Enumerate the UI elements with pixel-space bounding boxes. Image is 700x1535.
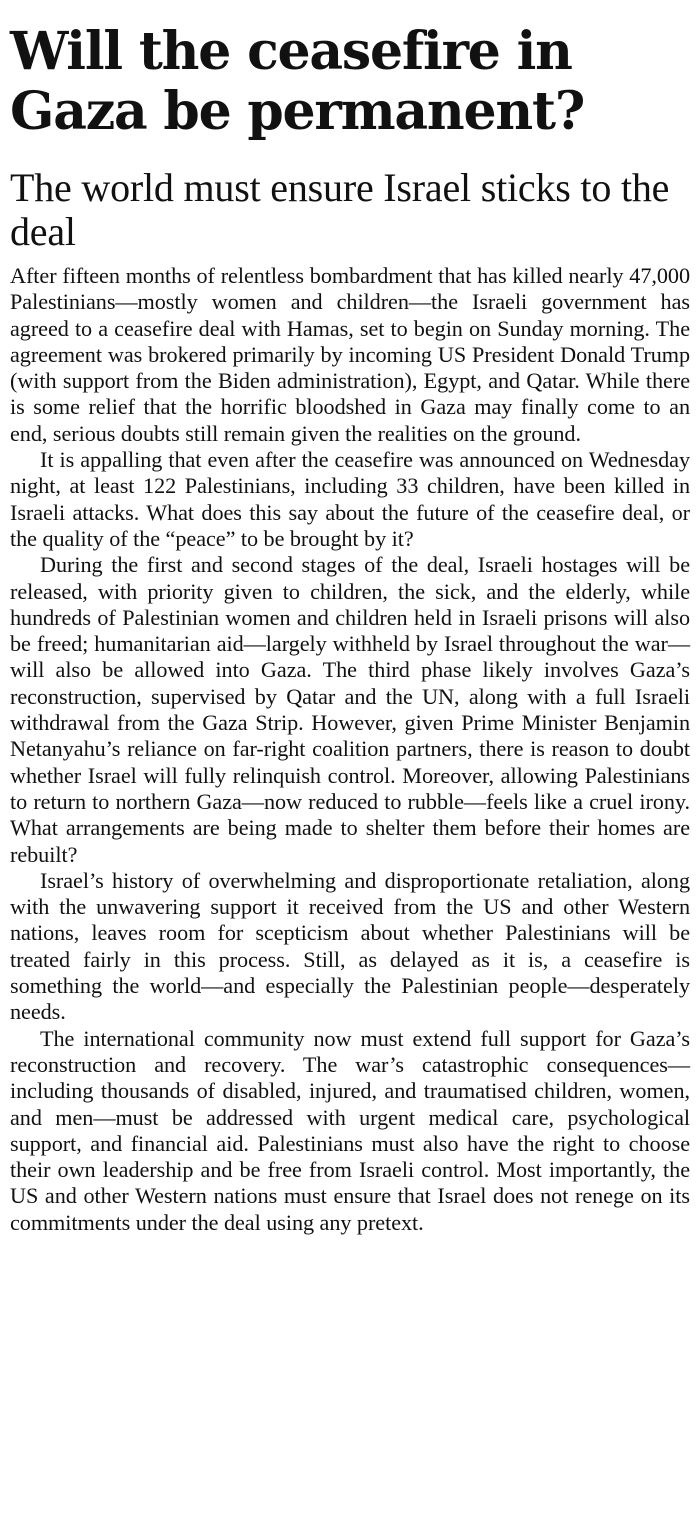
paragraph: Israel’s history of overwhelming and disproportionate retaliation, along with the unwavering support it received from the US and other Western nations, leaves room for scepticism about whether Palestinians will be treated fairly in this process. Still, as delayed as it is, a ceasefire is something the world—and especially the Palestinian people—desperately needs.: [10, 867, 690, 1025]
paragraph: It is appalling that even after the ceasefire was announced on Wednesday night, at least 122 Palestinians, including 33 children, have been killed in Israeli attacks. What does this say about the future of the ceasefire deal, or the quality of the “peace” to be brought by it?: [10, 447, 690, 551]
paragraph: During the first and second stages of the deal, Israeli hostages will be released, with priority given to children, the sick, and the elderly, while hundreds of Palestinian women and children held in Israeli prisons will also be freed; humanitarian aid—largely withheld by Israel throughout the war—will also be allowed into Gaza. The third phase likely involves Gaza’s reconstruction, supervised by Qatar and the UN, along with a full Israeli withdrawal from the Gaza Strip. However, given Prime Minister Benjamin Netanyahu’s reliance on far-right coalition partners, there is reason to doubt whether Israel will fully relinquish control. Moreover, allowing Palestinians to return to northern Gaza—now reduced to rubble—feels like a cruel irony. What arrangements are being made to shelter them before their homes are rebuilt?: [10, 552, 690, 867]
paragraph: The international community now must extend full support for Gaza’s reconstruction and recovery. The war’s catastrophic consequences—including thousands of disabled, injured, and traumatised children, women, and men—must be addressed with urgent medical care, psychological support, and financial aid. Palestinians must also have the right to choose their own leadership and be free from Israeli control. Most importantly, the US and other Western nations must ensure that Israel does not renege on its commitments under the deal using any pretext.: [10, 1025, 690, 1235]
article-body: [10, 263, 690, 1236]
paragraph: After fifteen months of relentless bombardment that has killed nearly 47,000 Palestinians—mostly women and children—the Israeli government has agreed to a ceasefire deal with Hamas, set to begin on Sunday morning. The agreement was brokered primarily by incoming US President Donald Trump (with support from the Biden administration), Egypt, and Qatar. While there is some relief that the horrific bloodshed in Gaza may finally come to an end, serious doubts still remain given the realities on the ground.: [10, 263, 690, 446]
subheadline: The world must ensure Israel sticks to the deal: [10, 165, 670, 254]
headline: Will the ceasefire in Gaza be permanent?: [10, 21, 585, 142]
